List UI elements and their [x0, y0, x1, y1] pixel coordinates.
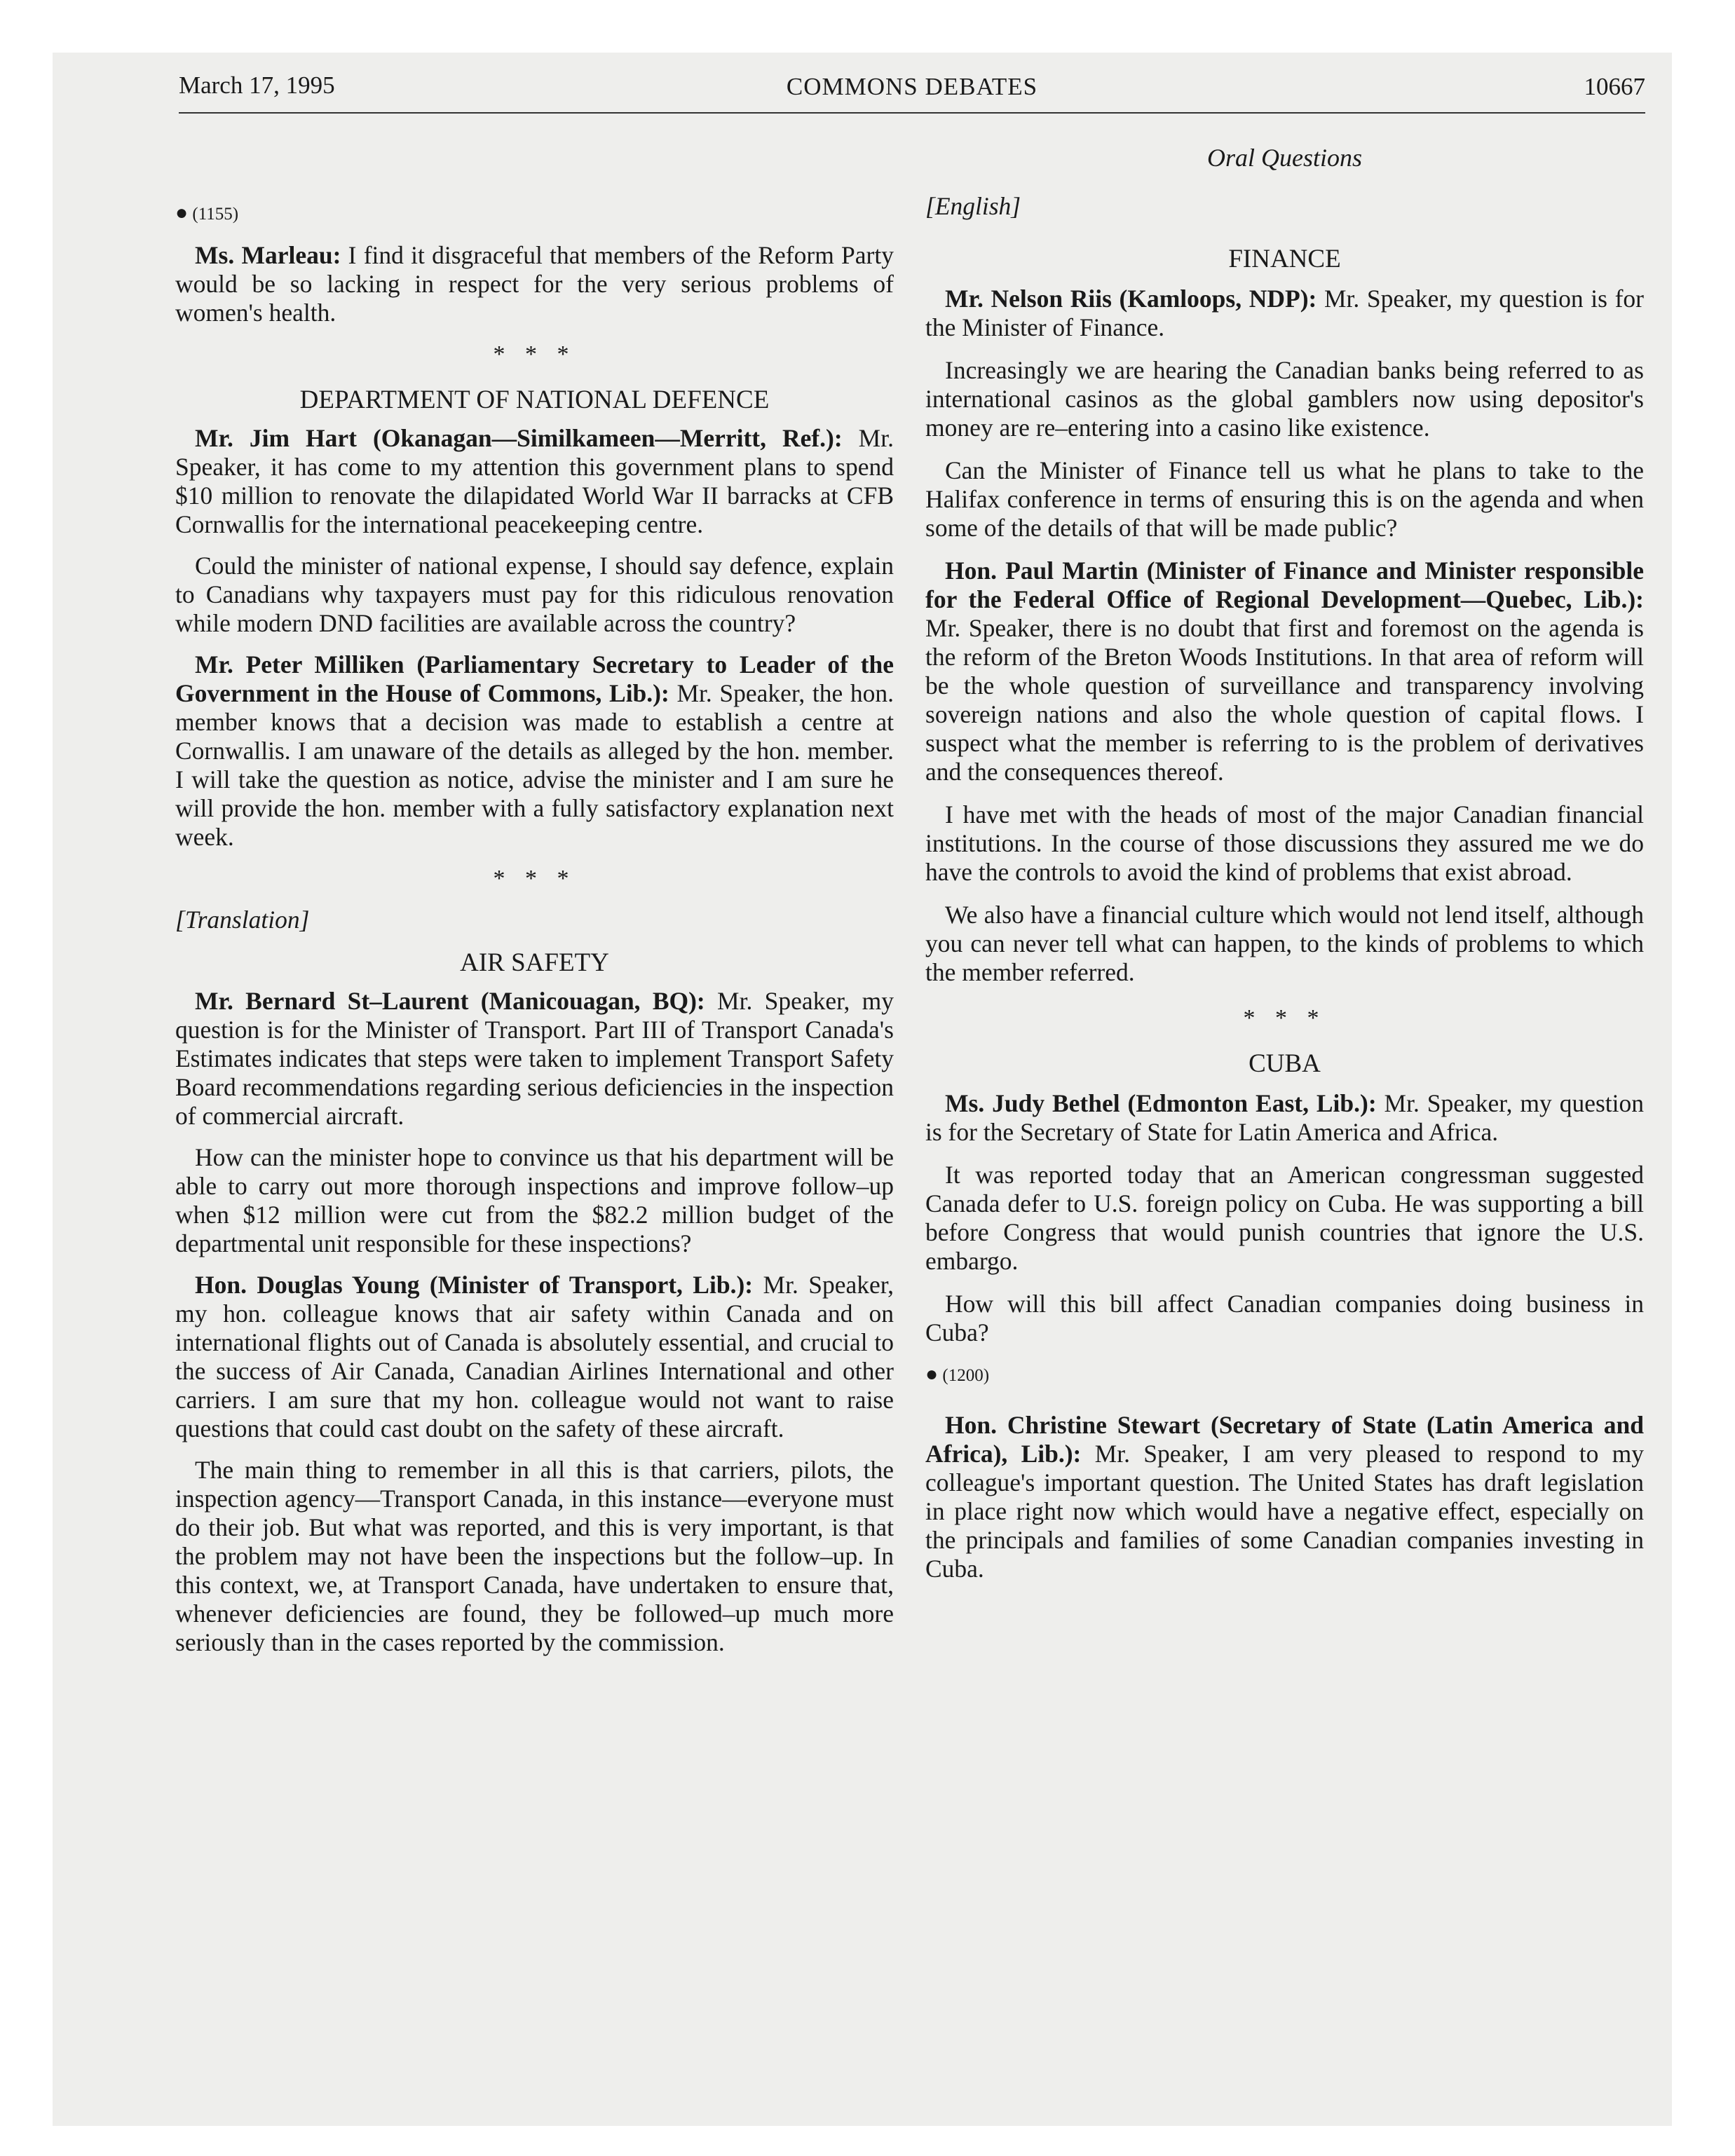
paragraph: Increasingly we are hearing the Canadian banks being referred to as international casinos as the global gamblers now using depositor's money are re–entering into a casino like existence.: [925, 356, 1644, 442]
header-page-number: 10667: [1584, 73, 1645, 100]
section-heading: CUBA: [1248, 1049, 1321, 1078]
speaker-name: Ms. Judy Bethel (Edmonton East, Lib.):: [945, 1089, 1377, 1117]
section-separator: * * *: [493, 866, 576, 892]
paragraph: Mr. Bernard St–Laurent (Manicouagan, BQ): Mr. Speaker, my question is for the Minister of Transport. Part III of Transport Canada's Estimates indicates that steps were taken to implement Transport Safety Board recommendations regarding serious deficiencies in the inspection of commercial aircraft.: [175, 987, 894, 1130]
paragraph: I have met with the heads of most of the major Canadian financial institutions. In the course of those discussions they assured me we do have the controls to avoid the kind of problems that exist abroad.: [925, 800, 1644, 886]
paragraph: How will this bill affect Canadian companies doing business in Cuba?: [925, 1290, 1644, 1346]
speaker-name: Mr. Jim Hart (Okanagan—Similkameen—Merritt, Ref.):: [195, 424, 843, 452]
time-marker: ● (1200): [925, 1363, 990, 1386]
speaker-name: Hon. Douglas Young (Minister of Transport, Lib.):: [195, 1271, 754, 1299]
paragraph: How can the minister hope to convince us that his department will be able to carry out more thorough inspections and improve follow–up when $12 million were cut from the $82.2 million budget of the departmental unit responsible for these inspections?: [175, 1143, 894, 1257]
language-marker: [English]: [925, 192, 1021, 220]
paragraph: Mr. Peter Milliken (Parliamentary Secretary to Leader of the Government in the House of Commons, Lib.): Mr. Speaker, the hon. member knows that a decision was made to establish a centre at Cornwallis. I am unaware of the details as alleged by the hon. member. I will take the question as notice, advise the minister and I am sure he will provide the hon. member with a fully satisfactory explanation next week.: [175, 650, 894, 851]
paragraph: Mr. Nelson Riis (Kamloops, NDP): Mr. Speaker, my question is for the Minister of Finance.: [925, 285, 1645, 341]
paragraph: The main thing to remember in all this is that carriers, pilots, the inspection agency—Transport Canada, in this instance—everyone must do their job. But what was reported, and this is very important, is that the problem may not have been the inspections but the follow–up. In this context, we, at Transport Canada, have undertaken to ensure that, whenever deficiencies are found, they be followed–up much more seriously than in the cases reported by the commission.: [175, 1456, 894, 1656]
bullet-icon: ●: [175, 201, 189, 224]
speaker-name: Ms. Marleau:: [195, 241, 341, 269]
section-heading: FINANCE: [1228, 245, 1341, 273]
header-publication: COMMONS DEBATES: [786, 73, 1038, 100]
left-column: [175, 144, 894, 1657]
section-label: Oral Questions: [1206, 144, 1362, 172]
speaker-name: Mr. Nelson Riis (Kamloops, NDP):: [945, 285, 1317, 313]
paragraph: Hon. Paul Martin (Minister of Finance and Minister responsible for the Federal Office of Regional Development—Quebec, Lib.): Mr. Speaker, there is no doubt that first and foremost on the agenda is the reform of the Breton Woods Institutions. In that area of reform will be the whole question of surveillance and transparency involving sovereign nations and also the whole question of capital flows. I suspect what the member is referring to is the problem of derivatives and the consequences thereof.: [925, 557, 1644, 786]
paragraph: Can the Minister of Finance tell us what he plans to take to the Halifax conference in terms of ensuring this is on the agenda and when some of the details of that will be made public?: [925, 456, 1644, 542]
paragraph: Mr. Jim Hart (Okanagan—Similkameen—Merritt, Ref.): Mr. Speaker, it has come to my attention this government plans to spend $10 million to renovate the dilapidated World War II barracks at CFB Cornwallis for the international peacekeeping centre.: [175, 424, 894, 538]
paragraph: Hon. Christine Stewart (Secretary of State (Latin America and Africa), Lib.): Mr. Speaker, I am very pleased to respond to my colleague's important question. The United States has draft legislation in place right now which would have a negative effect, especially on the principals and families of some Canadian companies investing in Cuba.: [925, 1411, 1644, 1583]
paragraph: Ms. Marleau: I find it disgraceful that members of the Reform Party would be so lacking in respect for the very serious problems of women's health.: [175, 241, 894, 327]
header-date: March 17, 1995: [179, 71, 335, 99]
speaker-name: Hon. Paul Martin (Minister of Finance and Minister responsible for the Federal Office of Regional Development—Quebec, Lib.):: [925, 557, 1644, 613]
page-header: [179, 71, 1645, 114]
speaker-name: Hon. Christine Stewart (Secretary of State (Latin America and Africa), Lib.):: [925, 1411, 1644, 1468]
paragraph: Could the minister of national expense, I should say defence, explain to Canadians why taxpayers must pay for this ridiculous renovation while modern DND facilities are available across the country?: [175, 552, 894, 637]
speaker-name: Mr. Peter Milliken (Parliamentary Secretary to Leader of the Government in the House of Commons, Lib.):: [175, 650, 894, 707]
section-heading: AIR SAFETY: [460, 948, 609, 977]
time-marker: ● (1155): [175, 201, 239, 224]
paragraph: Ms. Judy Bethel (Edmonton East, Lib.): Mr. Speaker, my question is for the Secretary of State for Latin America and Africa.: [925, 1089, 1644, 1146]
paragraph: It was reported today that an American congressman suggested Canada defer to U.S. foreign policy on Cuba. He was supporting a bill before Congress that would punish countries that ignore the U.S. embargo.: [925, 1161, 1644, 1275]
paragraph: Hon. Douglas Young (Minister of Transport, Lib.): Mr. Speaker, my hon. colleague knows that air safety within Canada and on international flights out of Canada is absolutely essential, and crucial to the success of Air Canada, Canadian Airlines International and other carriers. I am sure that my hon. colleague would not want to raise questions that could cast doubt on the safety of these aircraft.: [175, 1271, 894, 1442]
section-separator: * * *: [1243, 1005, 1326, 1031]
speaker-name: Mr. Bernard St–Laurent (Manicouagan, BQ):: [195, 987, 705, 1015]
section-separator: * * *: [493, 341, 576, 367]
paragraph: We also have a financial culture which would not lend itself, although you can never tell what can happen, to the kinds of problems to which the member referred.: [925, 901, 1644, 986]
section-heading: DEPARTMENT OF NATIONAL DEFENCE: [299, 386, 770, 414]
bullet-icon: ●: [925, 1363, 939, 1386]
language-marker: [Translation]: [175, 906, 310, 934]
right-column: [925, 144, 1644, 1583]
